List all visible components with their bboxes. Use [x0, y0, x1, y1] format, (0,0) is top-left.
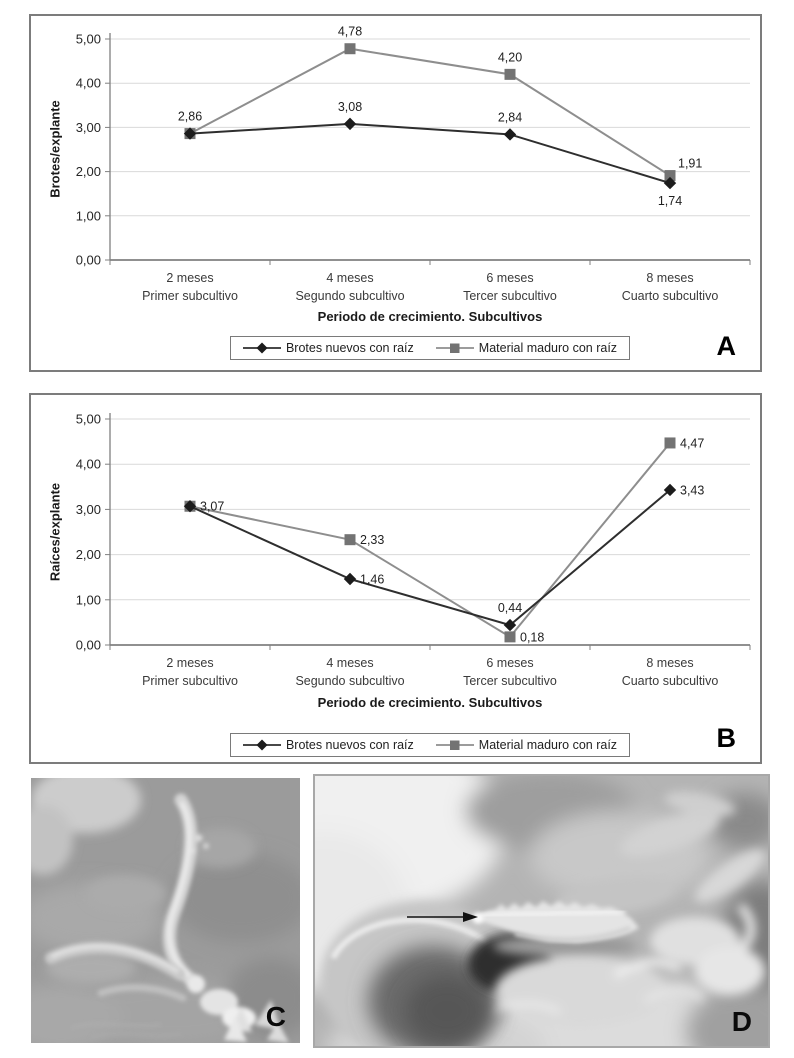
- x-category-label: 6 meses Tercer subcultivo: [463, 271, 557, 303]
- x-category-label: 8 meses Cuarto subcultivo: [621, 656, 719, 688]
- y-tick-label: 0,00: [75, 637, 101, 653]
- y-axis-title-a: Brotes/explante: [47, 100, 63, 198]
- x-axis-title-b: Periodo de crecimiento. Subcultivos: [317, 695, 543, 710]
- data-point-square: [505, 69, 516, 80]
- y-tick-label: 0,00: [75, 252, 101, 268]
- data-point-label: 4,20: [497, 50, 523, 65]
- data-point-label: 3,07: [200, 499, 225, 514]
- diamond-marker-icon: [243, 739, 281, 751]
- x-axis-title-a: Periodo de crecimiento. Subcultivos: [317, 309, 543, 324]
- data-point-label: 2,33: [360, 533, 385, 548]
- series-line-1: [190, 124, 670, 183]
- x-category-label: 2 meses Primer subcultivo: [142, 656, 238, 688]
- panel-label-a: A: [716, 331, 736, 361]
- legend-item: [436, 738, 617, 752]
- legend-box: [230, 336, 630, 360]
- series-line-1: [190, 490, 670, 625]
- y-axis-title-b: Raíces/explante: [47, 482, 63, 582]
- x-category-label: 2 meses Primer subcultivo: [142, 271, 238, 303]
- y-tick-label: 1,00: [75, 208, 101, 224]
- y-tick-label: 5,00: [75, 411, 101, 427]
- x-category-label: 6 meses Tercer subcultivo: [463, 656, 557, 688]
- chart-panel-b: [29, 393, 762, 764]
- data-point-label: 2,86: [177, 109, 203, 124]
- legend-label: Brotes nuevos con raíz: [285, 341, 414, 355]
- data-point-label: 1,46: [360, 572, 385, 587]
- legend-label: Material maduro con raíz: [478, 738, 618, 752]
- data-point-label: 3,08: [337, 99, 363, 114]
- y-tick-label: 2,00: [75, 164, 101, 180]
- photo-d-image: [315, 776, 768, 1046]
- data-point-square: [345, 43, 356, 54]
- data-point-square: [345, 534, 356, 545]
- photo-roots-closeup: [31, 778, 300, 1043]
- legend-b: [110, 733, 750, 757]
- data-point-label: 1,91: [678, 156, 703, 171]
- data-point-square: [665, 437, 676, 448]
- x-category-label: 4 meses Segundo subcultivo: [295, 271, 405, 303]
- legend-item: [243, 341, 414, 355]
- legend-a: [110, 336, 750, 360]
- data-point-label: 4,47: [680, 436, 705, 451]
- square-marker-icon: [436, 739, 474, 751]
- photo-label-c: C: [265, 1001, 286, 1032]
- panel-label-b: B: [716, 723, 736, 753]
- y-tick-label: 1,00: [75, 592, 101, 608]
- legend-label: Material maduro con raíz: [478, 341, 618, 355]
- data-point-diamond: [504, 128, 516, 140]
- data-point-diamond: [344, 118, 356, 130]
- y-tick-label: 3,00: [75, 119, 101, 135]
- y-tick-label: 5,00: [75, 31, 101, 47]
- y-tick-label: 3,00: [75, 501, 101, 517]
- data-point-label: 1,74: [657, 194, 683, 209]
- y-tick-label: 2,00: [75, 547, 101, 563]
- data-point-label: 2,84: [497, 110, 523, 125]
- legend-box: [230, 733, 630, 757]
- data-point-label: 0,44: [497, 601, 523, 616]
- x-category-label: 4 meses Segundo subcultivo: [295, 656, 405, 688]
- photo-label-d: D: [731, 1006, 752, 1037]
- square-marker-icon: [436, 342, 474, 354]
- photo-c-image: [31, 778, 300, 1043]
- data-point-label: 0,18: [520, 630, 545, 645]
- data-point-square: [505, 631, 516, 642]
- photo-shoot-closeup: [313, 774, 770, 1048]
- legend-item: [436, 341, 617, 355]
- y-tick-label: 4,00: [75, 75, 101, 91]
- legend-item: [243, 738, 414, 752]
- data-point-diamond: [344, 573, 356, 585]
- diamond-marker-icon: [243, 342, 281, 354]
- x-category-label: 8 meses Cuarto subcultivo: [621, 271, 719, 303]
- data-point-label: 4,78: [337, 24, 363, 39]
- chart-panel-a: [29, 14, 762, 372]
- y-tick-label: 4,00: [75, 456, 101, 472]
- data-point-label: 3,43: [680, 483, 705, 498]
- legend-label: Brotes nuevos con raíz: [285, 738, 414, 752]
- series-line-2: [190, 49, 670, 176]
